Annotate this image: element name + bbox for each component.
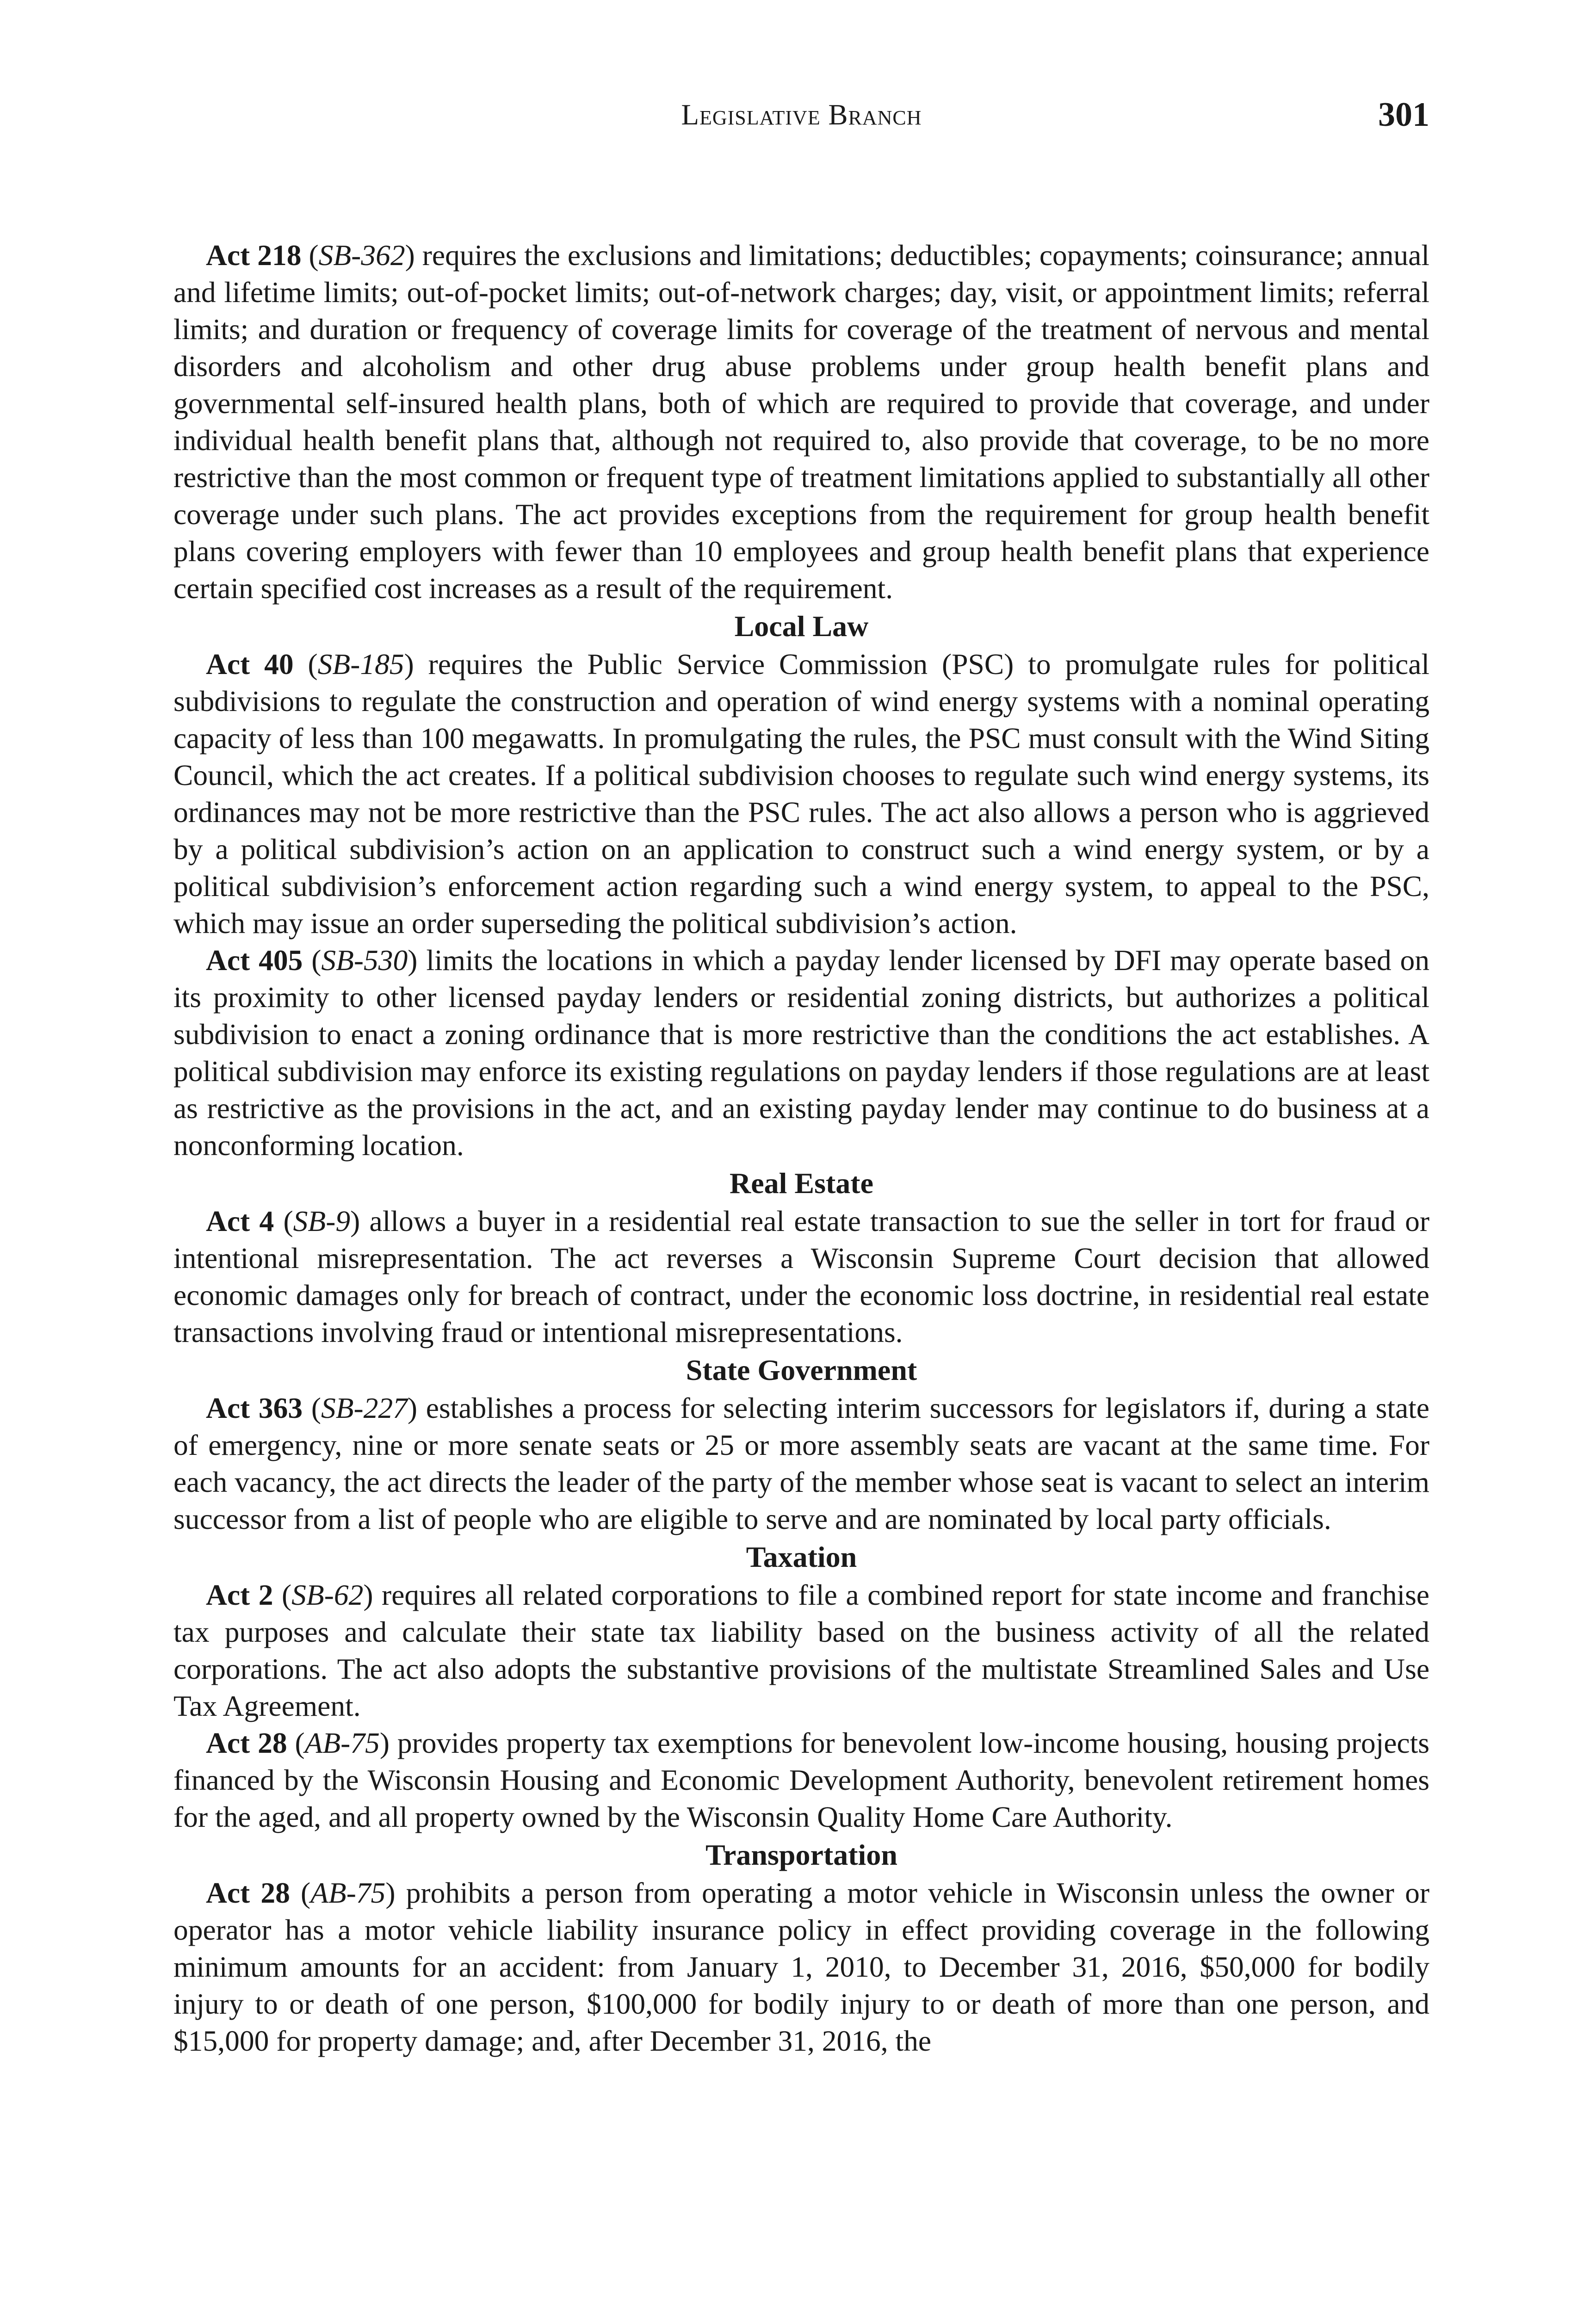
act-paragraph: Act 28 (AB-75) provides property tax exemptions for benevolent low-income housing, housing projects financed by the Wisconsin Housing and Economic Development Authority, benevolent retirement homes for the aged, and all property owned by the Wisconsin Quality Home Care Authority. <box>173 1726 1429 1833</box>
act-summary: prohibits a person from operating a motor vehicle in Wisconsin unless the owner or operator has a motor vehicle liability insurance policy in effect providing coverage in the following minimum amounts for an accident: from January 1, 2010, to December 31, 2016, $50,000 for bodily injury to or death of one person, $100,000 for bodily injury to or death of more than one person, and $15,000 for property damage; and, after December 31, 2016, the <box>173 1876 1429 2057</box>
page-number: 301 <box>1378 96 1429 134</box>
section-heading-local-law: Local Law <box>734 610 869 643</box>
act-number: Act 218 <box>206 239 302 272</box>
act-summary: requires all related corporations to file a combined report for state income and franchise tax purposes and calculate their state tax liability based on the business activity of all the related corporations. The act also adopts the substantive provisions of the multistate Streamlined Sales and Use Tax Agreement. <box>173 1578 1429 1722</box>
act-number: Act 405 <box>206 944 303 977</box>
bill-number: SB-362 <box>318 239 405 272</box>
bill-number: SB-227 <box>321 1392 408 1424</box>
act-summary: requires the exclusions and limitations; deductibles; copayments; coinsurance; annual and lifetime limits; out-of-pocket limits; out-of-network charges; day, visit, or appointment limits; referral limits; and duration or frequency of coverage limits for coverage of the treatment of nervous and mental disorders and alcoholism and other drug abuse problems under group health benefit plans and governmental self-insured health plans, both of which are required to provide that coverage, and under individual health benefit plans that, although not required to, also provide that coverage, to be no more restrictive than the most common or frequent type of treatment limitations applied to substantially all other coverage under such plans. The act provides exceptions from the requirement for group health benefit plans covering employers with fewer than 10 employees and group health benefit plans that experience certain specified cost increases as a result of the requirement. <box>173 239 1429 605</box>
running-head-title: Legislative Branch <box>681 99 922 131</box>
act-paragraph: Act 218 (SB-362) requires the exclusions and limitations; deductibles; copayments; coinsurance; annual and lifetime limits; out-of-pocket limits; out-of-network charges; day, visit, or appointment limits; referral limits; and duration or frequency of coverage limits for coverage of the treatment of nervous and mental disorders and alcoholism and other drug abuse problems under group health benefit plans and governmental self-insured health plans, both of which are required to provide that coverage, and under individual health benefit plans that, although not required to, also provide that coverage, to be no more restrictive than the most common or frequent type of treatment limitations applied to substantially all other coverage under such plans. The act provides exceptions from the requirement for group health benefit plans covering employers with fewer than 10 employees and group health benefit plans that experience certain specified cost increases as a result of the requirement. <box>173 239 1429 605</box>
act-number: Act 40 <box>206 648 294 680</box>
act-summary: requires the Public Service Commission (PSC) to promulgate rules for political subdivisions to regulate the construction and operation of wind energy systems with a nominal operating capacity of less than 100 megawatts. In promulgating the rules, the PSC must consult with the Wind Siting Council, which the act creates. If a political subdivision chooses to regulate such wind energy systems, its ordinances may not be more restrictive than the PSC rules. The act also allows a person who is aggrieved by a political subdivision’s action on an application to construct such a wind energy system, or by a political subdivision’s enforcement action regarding such a wind energy system, to appeal to the PSC, which may issue an order superseding the political subdivision’s action. <box>173 648 1429 940</box>
page <box>173 0 1429 2313</box>
section-heading-real-estate: Real Estate <box>729 1167 874 1200</box>
act-summary: allows a buyer in a residential real estate transaction to sue the seller in tort for fraud or intentional misrepresentation. The act reverses a Wisconsin Supreme Court decision that allowed economic damages only for breach of contract, under the economic loss doctrine, in residential real estate transactions involving fraud or intentional misrepresentations. <box>173 1205 1429 1348</box>
section-heading-transportation: Transportation <box>705 1838 897 1871</box>
bill-number: SB-9 <box>293 1205 351 1237</box>
page-body <box>173 237 1429 2059</box>
act-paragraph: Act 405 (SB-530) limits the locations in which a payday lender licensed by DFI may operate based on its proximity to other licensed payday lenders or residential zoning districts, but authorizes a political subdivision to enact a zoning ordinance that is more restrictive than the conditions the act establishes. A political subdivision may enforce its existing regulations on payday lenders if those regulations are at least as restrictive as the provisions in the act, and an existing payday lender may continue to do business at a nonconforming location. <box>173 944 1429 1162</box>
act-number: Act 2 <box>206 1578 273 1611</box>
act-paragraph: Act 4 (SB-9) allows a buyer in a residential real estate transaction to sue the seller in tort for fraud or intentional misrepresentation. The act reverses a Wisconsin Supreme Court decision that allowed economic damages only for breach of contract, under the economic loss doctrine, in residential real estate transactions involving fraud or intentional misrepresentations. <box>173 1205 1429 1348</box>
bill-number: AB-75 <box>304 1726 380 1759</box>
act-paragraph: Act 40 (SB-185) requires the Public Service Commission (PSC) to promulgate rules for political subdivisions to regulate the construction and operation of wind energy systems with a nominal operating capacity of less than 100 megawatts. In promulgating the rules, the PSC must consult with the Wind Siting Council, which the act creates. If a political subdivision chooses to regulate such wind energy systems, its ordinances may not be more restrictive than the PSC rules. The act also allows a person who is aggrieved by a political subdivision’s action on an application to construct such a wind energy system, or by a political subdivision’s enforcement action regarding such a wind energy system, to appeal to the PSC, which may issue an order superseding the political subdivision’s action. <box>173 648 1429 940</box>
running-head <box>173 98 1429 140</box>
act-paragraph: Act 363 (SB-227) establishes a process for selecting interim successors for legislators if, during a state of emergency, nine or more senate seats or 25 or more assembly seats are vacant at the same time. For each vacancy, the act directs the leader of the party of the member whose seat is vacant to select an interim successor from a list of people who are eligible to serve and are nominated by local party officials. <box>173 1392 1429 1535</box>
act-number: Act 4 <box>206 1205 274 1237</box>
act-paragraph: Act 28 (AB-75) prohibits a person from operating a motor vehicle in Wisconsin unless the owner or operator has a motor vehicle liability insurance policy in effect providing coverage in the following minimum amounts for an accident: from January 1, 2010, to December 31, 2016, $50,000 for bodily injury to or death of one person, $100,000 for bodily injury to or death of more than one person, and $15,000 for property damage; and, after December 31, 2016, the <box>173 1876 1429 2057</box>
bill-number: SB-185 <box>317 648 404 680</box>
act-summary: establishes a process for selecting interim successors for legislators if, during a state of emergency, nine or more senate seats or 25 or more assembly seats are vacant at the same time. For each vacancy, the act directs the leader of the party of the member whose seat is vacant to select an interim successor from a list of people who are eligible to serve and are nominated by local party officials. <box>173 1392 1429 1535</box>
act-summary: limits the locations in which a payday lender licensed by DFI may operate based on its proximity to other licensed payday lenders or residential zoning districts, but authorizes a political subdivision to enact a zoning ordinance that is more restrictive than the conditions the act establishes. A political subdivision may enforce its existing regulations on payday lenders if those regulations are at least as restrictive as the provisions in the act, and an existing payday lender may continue to do business at a nonconforming location. <box>173 944 1429 1162</box>
act-paragraph: Act 2 (SB-62) requires all related corporations to file a combined report for state income and franchise tax purposes and calculate their state tax liability based on the business activity of all the related corporations. The act also adopts the substantive provisions of the multistate Streamlined Sales and Use Tax Agreement. <box>173 1578 1429 1722</box>
act-number: Act 28 <box>206 1876 290 1909</box>
section-heading-state-government: State Government <box>686 1354 917 1386</box>
bill-number: SB-530 <box>321 944 408 977</box>
act-number: Act 363 <box>206 1392 303 1424</box>
bill-number: AB-75 <box>310 1876 386 1909</box>
section-heading-taxation: Taxation <box>746 1540 857 1573</box>
act-number: Act 28 <box>206 1726 287 1759</box>
bill-number: SB-62 <box>291 1578 364 1611</box>
act-summary: provides property tax exemptions for benevolent low-income housing, housing projects financed by the Wisconsin Housing and Economic Development Authority, benevolent retirement homes for the aged, and all property owned by the Wisconsin Quality Home Care Authority. <box>173 1726 1429 1833</box>
